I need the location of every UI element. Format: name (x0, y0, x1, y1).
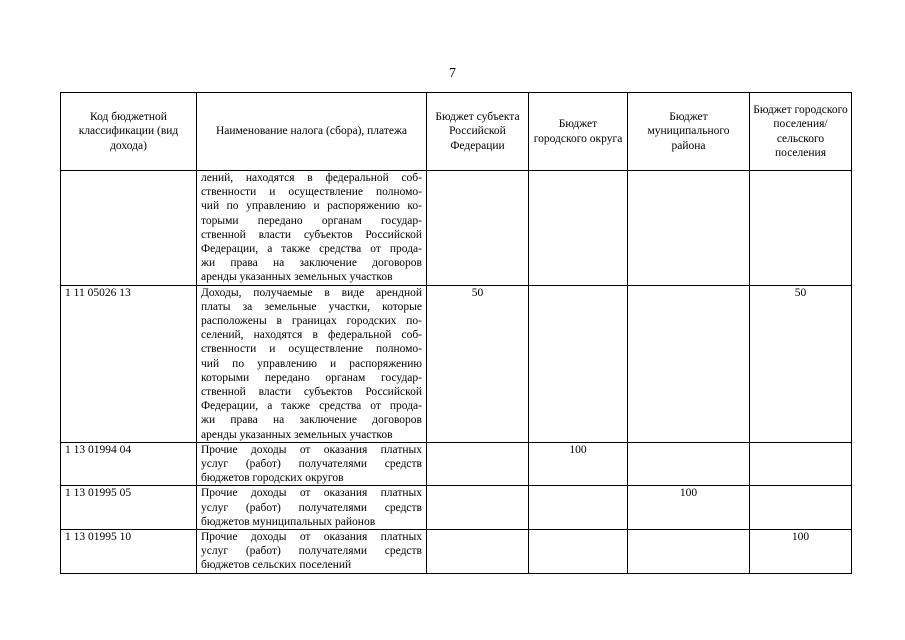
cell-subject-budget (427, 442, 529, 486)
cell-settlement-budget (750, 171, 852, 286)
cell-name-line: бюджетов городских округов (201, 472, 344, 485)
header-subject-budget: Бюджет субъекта Российской Федерации (427, 93, 529, 171)
cell-name (197, 171, 427, 286)
cell-city-district-budget (529, 530, 628, 574)
cell-name-line: услуг (работ) получателями средств (201, 501, 422, 514)
cell-name (197, 285, 427, 442)
cell-code: 1 13 01995 10 (61, 530, 197, 574)
cell-name-line: жи права на заключение договоров (201, 257, 422, 270)
cell-city-district-budget (529, 285, 628, 442)
cell-name-line: ственности и осуществление полномо- (201, 343, 422, 356)
header-municipal-district-budget: Бюджет муниципального района (628, 93, 750, 171)
header-code: Код бюджетной классификации (вид дохода) (61, 93, 197, 171)
table-row (61, 171, 852, 286)
cell-name-line: жи права на заключение договоров (201, 414, 422, 427)
cell-settlement-budget (750, 486, 852, 530)
cell-settlement-budget (750, 442, 852, 486)
cell-name-line: ственной власти субъектов Российской (201, 228, 422, 241)
cell-municipal-district-budget (628, 442, 750, 486)
cell-city-district-budget: 100 (529, 442, 628, 486)
cell-name-line: услуг (работ) получателями средств (201, 545, 422, 558)
cell-code: 1 13 01995 05 (61, 486, 197, 530)
cell-name-line: ственной власти субъектов Российской (201, 386, 422, 399)
cell-name-line: аренды указанных земельных участков (201, 271, 393, 284)
cell-name-line: которыми передано органам государ- (201, 371, 422, 384)
cell-settlement-budget: 100 (750, 530, 852, 574)
cell-name-line: расположены в границах городских по- (201, 315, 422, 328)
cell-name-line: лений, находятся в федеральной соб- (201, 172, 422, 184)
cell-code: 1 11 05026 13 (61, 285, 197, 442)
table-row (61, 285, 852, 442)
header-city-district-budget: Бюджет городского округа (529, 93, 628, 171)
cell-municipal-district-budget: 100 (628, 486, 750, 530)
cell-code: 1 13 01994 04 (61, 442, 197, 486)
cell-code (61, 171, 197, 286)
cell-name-line: Прочие доходы от оказания платных (201, 443, 422, 456)
cell-name-line: чий по управлению и распоряжению (201, 357, 422, 370)
header-name: Наименование налога (сбора), платежа (197, 93, 427, 171)
cell-municipal-district-budget (628, 171, 750, 286)
cell-name-line: Прочие доходы от оказания платных (201, 531, 422, 544)
cell-subject-budget: 50 (427, 285, 529, 442)
cell-name-line: Федерации, а также средства от прода- (201, 243, 422, 256)
cell-name-line: чий по управлению и распоряжению ко- (201, 200, 422, 213)
cell-subject-budget (427, 171, 529, 286)
budget-distribution-table (60, 92, 852, 574)
cell-subject-budget (427, 486, 529, 530)
cell-municipal-district-budget (628, 285, 750, 442)
cell-name-line: бюджетов сельских поселений (201, 559, 352, 572)
cell-name-line: аренды указанных земельных участков (201, 428, 393, 441)
cell-name-line: услуг (работ) получателями средств (201, 458, 422, 471)
cell-name-line: платы за земельные участки, которые (201, 300, 422, 313)
table-row (61, 442, 852, 486)
cell-name (197, 442, 427, 486)
cell-name-line: Доходы, получаемые в виде арендной (201, 286, 422, 299)
cell-settlement-budget: 50 (750, 285, 852, 442)
table-row (61, 486, 852, 530)
header-settlement-budget: Бюджет городского поселения/ сельского поселения (750, 93, 852, 171)
cell-name-line: ственности и осуществление полномо- (201, 186, 422, 199)
page-number: 7 (449, 66, 456, 81)
cell-name-line: Прочие доходы от оказания платных (201, 487, 422, 500)
table-row (61, 530, 852, 574)
cell-subject-budget (427, 530, 529, 574)
table-header-row (61, 93, 852, 171)
cell-name-line: бюджетов муниципальных районов (201, 515, 376, 528)
cell-city-district-budget (529, 171, 628, 286)
cell-name-line: Федерации, а также средства от прода- (201, 400, 422, 413)
cell-name (197, 530, 427, 574)
cell-name-line: торыми передано органам государ- (201, 214, 422, 227)
cell-municipal-district-budget (628, 530, 750, 574)
cell-name-line: селений, находятся в федеральной соб- (201, 329, 422, 342)
cell-name (197, 486, 427, 530)
cell-city-district-budget (529, 486, 628, 530)
